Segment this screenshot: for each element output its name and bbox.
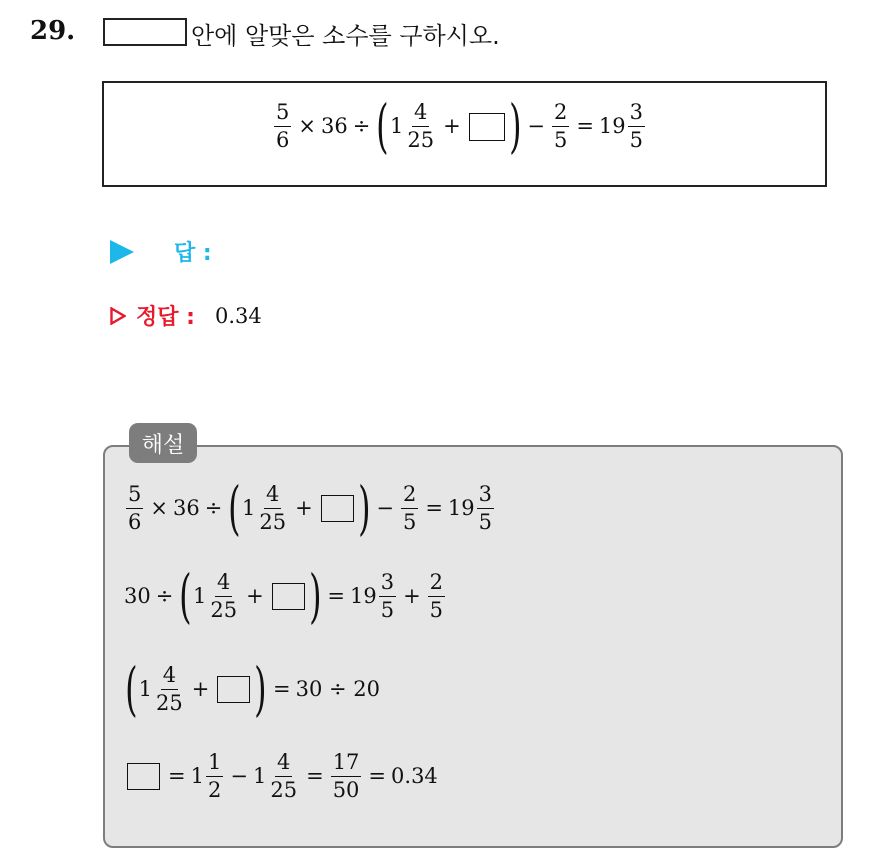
explanation-step-4 <box>124 752 438 801</box>
fraction: $\frac{3}{5}$ <box>478 482 493 534</box>
divide-sign: ÷ <box>155 584 174 608</box>
triangle-filled-icon <box>110 240 134 264</box>
mixed-whole: 19 <box>598 114 626 138</box>
plus-sign: + <box>403 584 421 608</box>
blank-box <box>469 113 505 141</box>
explanation-step-3 <box>124 655 380 724</box>
minus-sign: − <box>527 114 545 138</box>
equals-sign: = <box>368 764 387 788</box>
fraction: $\frac{3}{5}$ <box>380 570 395 622</box>
fraction: $\frac{17}{50}$ <box>332 750 360 802</box>
minus-sign: − <box>376 496 394 520</box>
fraction: $\frac{3}{5}$ <box>629 100 644 152</box>
equals-sign: = <box>327 584 345 608</box>
equals-sign: = <box>425 496 443 520</box>
plus-sign: + <box>295 496 313 520</box>
mixed-whole: 1 <box>138 677 153 701</box>
blank-box <box>217 676 250 703</box>
minus-sign: − <box>230 764 248 788</box>
mixed-whole: 19 <box>349 584 377 608</box>
blank-box <box>103 18 187 46</box>
left-paren: ( <box>376 92 389 161</box>
number: 36 <box>172 496 200 520</box>
fraction: $\frac{4}{25}$ <box>156 663 183 715</box>
fraction: $\frac{2}{5}$ <box>553 100 568 152</box>
blank-box <box>321 495 354 522</box>
mixed-whole: 1 <box>241 496 256 520</box>
divide-sign: ÷ <box>352 114 371 138</box>
blank-box <box>127 763 160 790</box>
answer-label: 답 : <box>174 241 212 266</box>
right-paren: ) <box>508 92 522 161</box>
final-value: 0.34 <box>391 764 438 788</box>
fraction: $\frac{5}{6}$ <box>128 482 142 534</box>
fraction: $\frac{4}{25}$ <box>407 100 435 152</box>
mixed-whole: 1 <box>190 764 204 788</box>
blank-box <box>272 583 305 610</box>
number: 30 <box>124 584 151 608</box>
plus-sign: + <box>246 584 264 608</box>
fraction: $\frac{5}{6}$ <box>276 100 290 152</box>
explanation-step-1 <box>124 474 496 543</box>
explanation-step-2 <box>124 562 447 631</box>
plus-sign: + <box>443 114 461 138</box>
fraction: $\frac{2}{5}$ <box>402 482 417 534</box>
right-paren: ) <box>308 562 322 631</box>
plus-sign: + <box>191 677 210 701</box>
problem-instruction: 안에 알맞은 소수를 구하시오. <box>191 22 500 50</box>
equals-sign: = <box>576 114 594 138</box>
fraction: $\frac{4}{25}$ <box>210 570 238 622</box>
right-paren: ) <box>254 655 267 724</box>
left-paren: ( <box>228 474 241 543</box>
left-paren: ( <box>125 655 138 724</box>
problem-number: 29. <box>30 16 76 46</box>
expression: 30 ÷ 20 <box>295 677 380 701</box>
explanation-tab: 해설 <box>129 423 197 463</box>
times-sign: × <box>150 496 168 520</box>
equals-sign: = <box>306 764 324 788</box>
fraction: $\frac{2}{5}$ <box>429 570 444 622</box>
mixed-whole: 19 <box>447 496 475 520</box>
fraction: $\frac{4}{25}$ <box>259 482 287 534</box>
left-paren: ( <box>179 562 192 631</box>
equals-sign: = <box>168 764 186 788</box>
fraction: $\frac{1}{2}$ <box>207 750 222 802</box>
divide-sign: ÷ <box>204 496 223 520</box>
right-paren: ) <box>357 474 371 543</box>
triangle-outline-icon <box>110 307 126 325</box>
mixed-whole: 1 <box>252 764 267 788</box>
number: 36 <box>320 114 348 138</box>
problem-equation <box>272 92 647 161</box>
correct-answer-label: 정답 : <box>136 305 195 330</box>
correct-answer-row <box>110 300 262 331</box>
times-sign: × <box>298 114 316 138</box>
mixed-whole: 1 <box>389 114 404 138</box>
answer-row <box>110 236 212 267</box>
mixed-whole: 1 <box>192 584 207 608</box>
equals-sign: = <box>273 677 291 701</box>
fraction: $\frac{4}{25}$ <box>270 750 298 802</box>
correct-answer-value: 0.34 <box>214 303 262 328</box>
